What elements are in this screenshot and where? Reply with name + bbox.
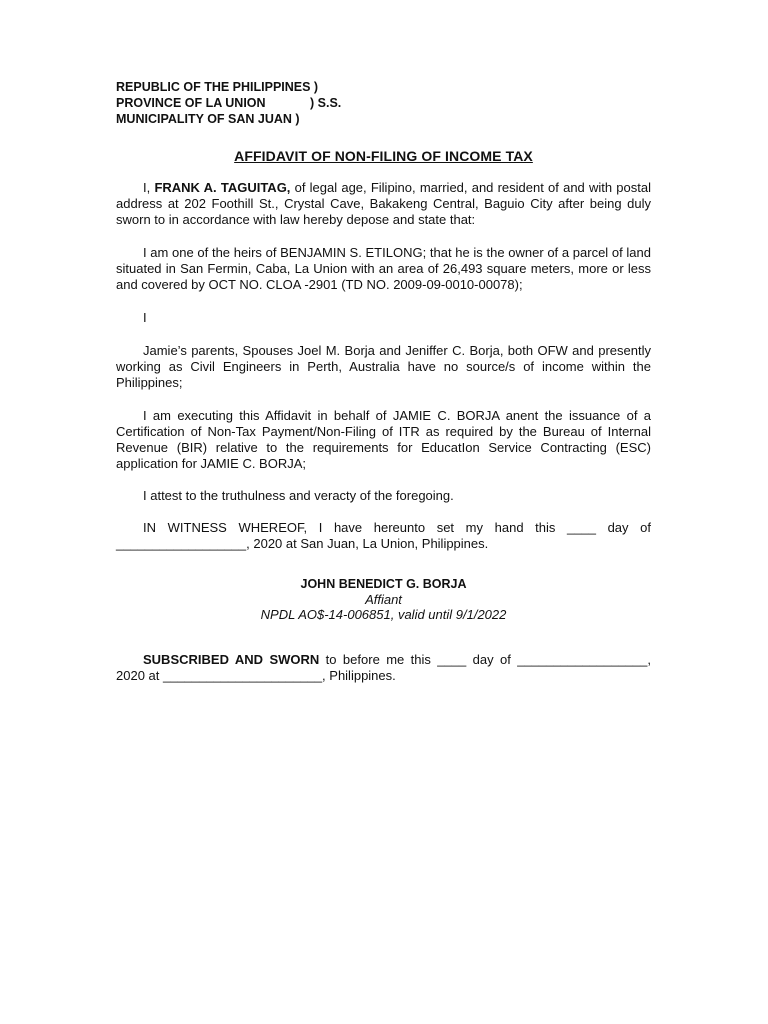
caption-province: PROVINCE OF LA UNION [116, 96, 266, 110]
intro-prefix: I, [143, 180, 155, 195]
jurat-bold: SUBSCRIBED AND SWORN [143, 652, 320, 667]
affiant-name-inline: FRANK A. TAGUITAG, [154, 180, 291, 195]
intro-paragraph [116, 180, 651, 228]
caption-ss: ) S.S. [310, 96, 342, 110]
affidavit-page [116, 79, 651, 684]
caption-line-republic [116, 79, 651, 95]
signature-block [116, 577, 651, 622]
stray-paragraph: I [143, 310, 147, 325]
signatory-name: JOHN BENEDICT G. BORJA [300, 577, 467, 591]
caption-republic: REPUBLIC OF THE PHILIPPINES ) [116, 80, 319, 94]
signatory-id: NPDL AO$-14-006851, valid until 9/1/2022 [260, 607, 507, 622]
intro-rest: of legal age, Filipino, married, and resident of and with postal address at 202 Foothill St., Crystal Cave, Bakakeng Central, Baguio City after being duly sworn to in accordance with law hereby depose and state that: [116, 180, 651, 227]
parents-paragraph: Jamie’s parents, Spouses Joel M. Borja and Jeniffer C. Borja, both OFW and presently working as Civil Engineers in Perth, Australia have no source/s of income within the Philippines; [116, 343, 651, 390]
jurat-paragraph [116, 652, 651, 684]
caption-municipality: MUNICIPALITY OF SAN JUAN ) [116, 112, 300, 126]
executing-paragraph: I am executing this Affidavit in behalf of JAMIE C. BORJA anent the issuance of a Certification of Non-Tax Payment/Non-Filing of ITR as required by the Bureau of Internal Revenue (BIR) relative to the requirements for EducatIon Service Contracting (ESC) application for JAMIE C. BORJA; [116, 408, 651, 471]
caption-line-province [116, 95, 651, 111]
jurat-rest: to before me this ____ day of __________________, 2020 at ______________________, Philippines. [116, 652, 651, 683]
caption-line-municipality [116, 111, 651, 127]
document-title: AFFIDAVIT OF NON-FILING OF INCOME TAX [234, 148, 533, 164]
signatory-role: Affiant [365, 592, 402, 607]
attest-paragraph: I attest to the truthulness and veracty of the foregoing. [143, 488, 454, 503]
heirs-paragraph: I am one of the heirs of BENJAMIN S. ETILONG; that he is the owner of a parcel of land situated in San Fermin, Caba, La Union with an area of 26,493 square meters, more or less and covered by OCT NO. CLOA -2901 (TD NO. 2009-09-0010-00078); [116, 245, 651, 292]
venue-caption [116, 79, 651, 127]
witness-paragraph: IN WITNESS WHEREOF, I have hereunto set my hand this ____ day of __________________, 2020 at San Juan, La Union, Philippines. [116, 520, 651, 551]
